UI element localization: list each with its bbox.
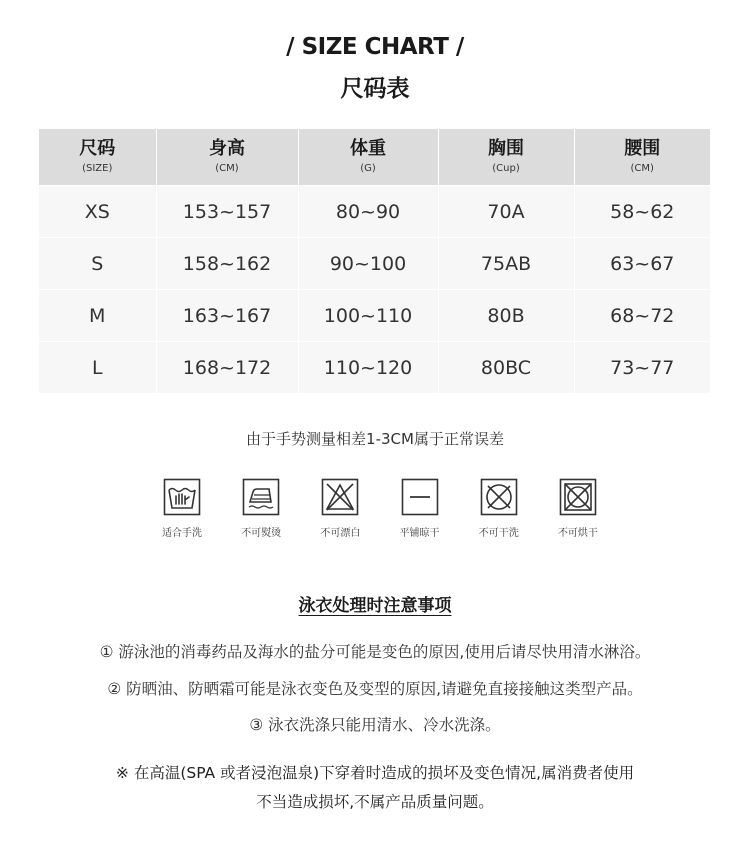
- table-cell: 63~67: [574, 238, 710, 290]
- table-cell: M: [39, 290, 156, 342]
- care-no-tumble-dry: [546, 478, 610, 539]
- table-cell: 58~62: [574, 186, 710, 238]
- care-section-title: 泳衣处理时注意事项: [298, 596, 452, 616]
- table-cell: 153~157: [156, 186, 298, 238]
- no-iron-icon: [242, 478, 280, 516]
- care-no-bleach: [308, 478, 372, 539]
- table-cell: L: [39, 342, 156, 394]
- table-cell: 80BC: [438, 342, 574, 394]
- table-cell: 80~90: [298, 186, 438, 238]
- title-zh: 尺码表: [340, 76, 410, 102]
- care-flat-dry: [388, 478, 452, 539]
- header-waist: 腰围 (CM): [574, 129, 710, 186]
- table-cell: 100~110: [298, 290, 438, 342]
- table-cell: 70A: [438, 186, 574, 238]
- care-hand-wash: [150, 478, 214, 539]
- header-bust: 胸围 (Cup): [438, 129, 574, 186]
- table-cell: 163~167: [156, 290, 298, 342]
- table-cell: XS: [39, 186, 156, 238]
- measurement-note: 由于手势测量相差1-3CM属于正常误差: [246, 430, 504, 448]
- title-en: / SIZE CHART /: [286, 34, 464, 60]
- warning-line-1: ※ 在高温(SPA 或者浸泡温泉)下穿着时造成的损坏及变色情况,属消费者使用: [115, 764, 635, 782]
- table-cell: 75AB: [438, 238, 574, 290]
- care-label: 平铺晾干: [399, 528, 440, 539]
- header-size: 尺码 (SIZE): [39, 129, 156, 186]
- table-row: [39, 290, 710, 342]
- size-table: [39, 129, 710, 393]
- care-tip-1: ① 游泳池的消毒药品及海水的盐分可能是变色的原因,使用后请尽快用清水淋浴。: [99, 643, 651, 661]
- care-no-iron: [229, 478, 293, 539]
- table-cell: 80B: [438, 290, 574, 342]
- care-no-dry-clean: [467, 478, 531, 539]
- care-label: 不可干洗: [478, 528, 519, 539]
- care-label: 不可熨烫: [241, 528, 282, 539]
- table-header-row: [39, 129, 710, 186]
- table-cell: 158~162: [156, 238, 298, 290]
- care-label: 适合手洗: [162, 528, 202, 539]
- hand-wash-icon: [163, 478, 201, 516]
- no-tumble-dry-icon: [559, 478, 597, 516]
- care-icons: [150, 478, 610, 539]
- care-tip-2: ② 防晒油、防晒霜可能是泳衣变色及变型的原因,请避免直接接触这类型产品。: [107, 680, 643, 698]
- table-cell: S: [39, 238, 156, 290]
- table-row: [39, 238, 710, 290]
- no-dry-clean-icon: [480, 478, 518, 516]
- warning-line-2: 不当造成损坏,不属产品质量问题。: [256, 793, 494, 811]
- header-height: 身高 (CM): [156, 129, 298, 186]
- table-cell: 110~120: [298, 342, 438, 394]
- care-label: 不可漂白: [320, 528, 361, 539]
- table-row: [39, 342, 710, 394]
- header-weight: 体重 (G): [298, 129, 438, 186]
- table-cell: 73~77: [574, 342, 710, 394]
- table-cell: 90~100: [298, 238, 438, 290]
- care-label: 不可烘干: [557, 528, 598, 539]
- flat-dry-icon: [401, 478, 439, 516]
- table-row: [39, 186, 710, 238]
- table-cell: 168~172: [156, 342, 298, 394]
- care-tip-3: ③ 泳衣洗涤只能用清水、冷水洗涤。: [249, 716, 501, 734]
- table-cell: 68~72: [574, 290, 710, 342]
- no-bleach-icon: [321, 478, 359, 516]
